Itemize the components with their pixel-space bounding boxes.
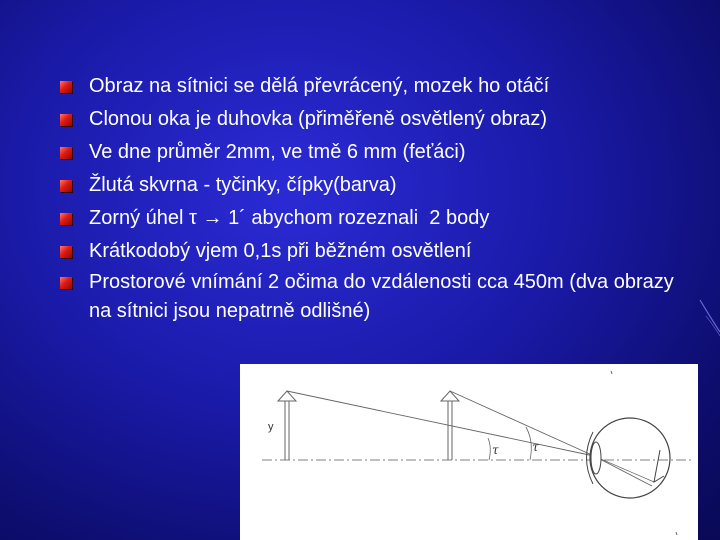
bullet-square-icon — [60, 147, 72, 159]
bullet-square-icon — [60, 114, 72, 126]
label-tau-far: τ — [492, 443, 499, 457]
small-mark — [611, 371, 612, 374]
bullet-text: Krátkodobý vjem 0,1s při běžném osvětlení — [89, 240, 472, 262]
bullet-square-icon — [60, 180, 72, 192]
angle-arc-near — [526, 427, 531, 460]
bullet-item — [60, 103, 700, 136]
bullet-text: Žlutá skvrna - tyčinky, čípky(barva) — [89, 174, 397, 196]
label-y: y — [268, 421, 274, 433]
bullet-item — [60, 136, 700, 169]
bullet-square-icon — [60, 246, 72, 258]
far-object-arrow — [278, 391, 296, 460]
bullet-text: Obraz na sítnici se dělá převrácený, mozek ho otáčí — [89, 75, 550, 97]
bullet-text: Ve dne průměr 2mm, ve tmě 6 mm (feťáci) — [89, 141, 466, 163]
bullet-text: Clonou oka je duhovka (přiměřeně osvětlený obraz) — [89, 108, 548, 130]
label-tau-near: τ — [532, 440, 539, 454]
bullet-text: Zorný úhel τ → 1´ abychom rozeznali 2 body — [89, 207, 490, 229]
bullet-item — [60, 169, 700, 202]
bullet-item — [60, 268, 700, 326]
bullet-square-icon — [60, 81, 72, 93]
bullet-item — [60, 202, 700, 235]
eye-angle-diagram — [240, 364, 698, 540]
bullet-text: Prostorové vnímání 2 očima do vzdálenosti cca 450m (dva obrazy na sítnici jsou nepatrně odlišné) — [89, 271, 680, 322]
eye-icon — [587, 418, 671, 498]
bullet-item — [60, 235, 700, 268]
bullet-list — [60, 70, 700, 326]
ray-near-top — [450, 391, 594, 456]
ray-far-top — [287, 391, 594, 456]
bullet-square-icon — [60, 213, 72, 225]
bullet-item — [60, 70, 700, 103]
ray-extension — [594, 456, 652, 486]
bullet-square-icon — [60, 277, 72, 289]
small-mark — [676, 532, 677, 535]
angle-arc-far — [488, 438, 490, 460]
